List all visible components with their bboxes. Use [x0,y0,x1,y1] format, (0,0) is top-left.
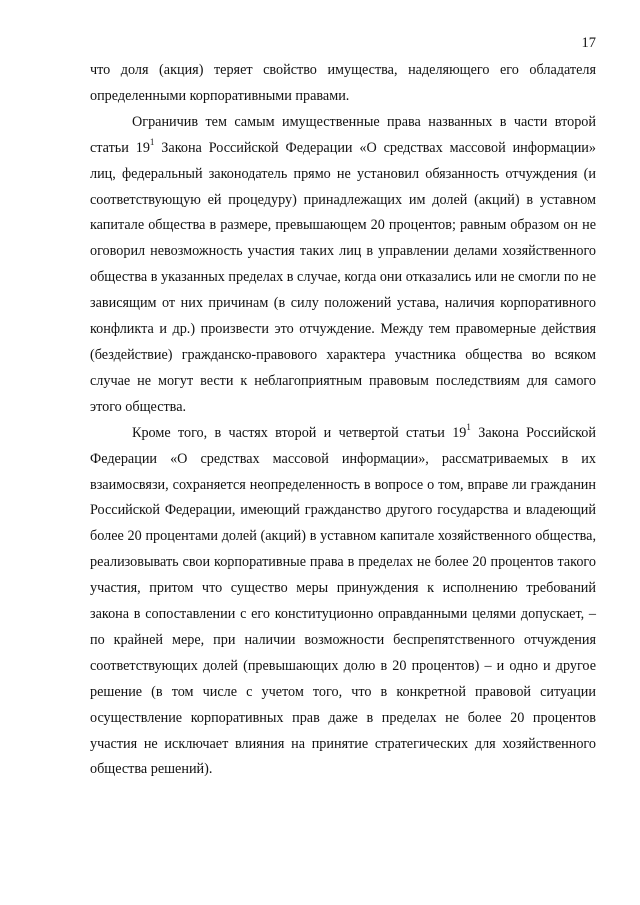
page-number: 17 [581,35,596,51]
document-body [90,58,596,783]
paragraph-text: что доля (акция) теряет свойство имущества, наделяющего его обладателя определенными корпоративными правами. [90,62,596,104]
paragraph-text: Закона Российской Федерации «О средствах массовой информации», рассматриваемых в их взаимосвязи, сохраняется неопределенность в вопросе о том, вправе ли гражданин Российской Федерации, имеющий гражданство другого государства и владеющий более 20 процентами долей (акций) в уставном капитале хозяйственного общества, реализовывать свои корпоративные права в пределах не более 20 процентов такого участия, притом что существо меры принуждения к исполнению требований закона в сопоставлении с его конституционно оправданными целями допускает, – по крайней мере, при наличии возможности беспрепятственного отчуждения соответствующих долей (превышающих долю в 20 процентов) – и одно и другое решение (в том числе с учетом того, что в конкретной правовой ситуации осуществление корпоративных прав даже в пределах не более 20 процентов участия не исключает влияния на принятие стратегических для хозяйственного общества решений). [90,424,596,778]
paragraph-text: Ограничив тем самым имущественные права названных в части второй статьи 19 [90,113,596,156]
paragraph-3 [90,421,596,784]
paragraph-text: Кроме того, в частях второй и четвертой статьи 19 [132,424,467,441]
article-superscript: 1 [466,421,471,432]
paragraph-2 [90,110,596,421]
paragraph-1 [90,58,596,110]
article-superscript: 1 [149,136,155,147]
paragraph-text: Закона Российской Федерации «О средствах массовой информации» лиц, федеральный законодатель прямо не установил обязанность отчуждения (и соответствующую ей процедуру) принадлежащих им долей (акций) в уставном капитале общества в размере, превышающем 20 процентов; равным образом он не оговорил невозможность участия таких лиц в управлении делами хозяйственного общества в указанных пределах в случае, когда они отказались или не смогли по не зависящим от них причинам (в силу положений устава, наличия корпоративного конфликта и др.) произвести это отчуждение. Между тем правомерные действия (бездействие) гражданско-правового характера участника общества во всяком случае не могут вести к неблагоприятным правовым последствиям для самого этого общества. [90,139,596,415]
